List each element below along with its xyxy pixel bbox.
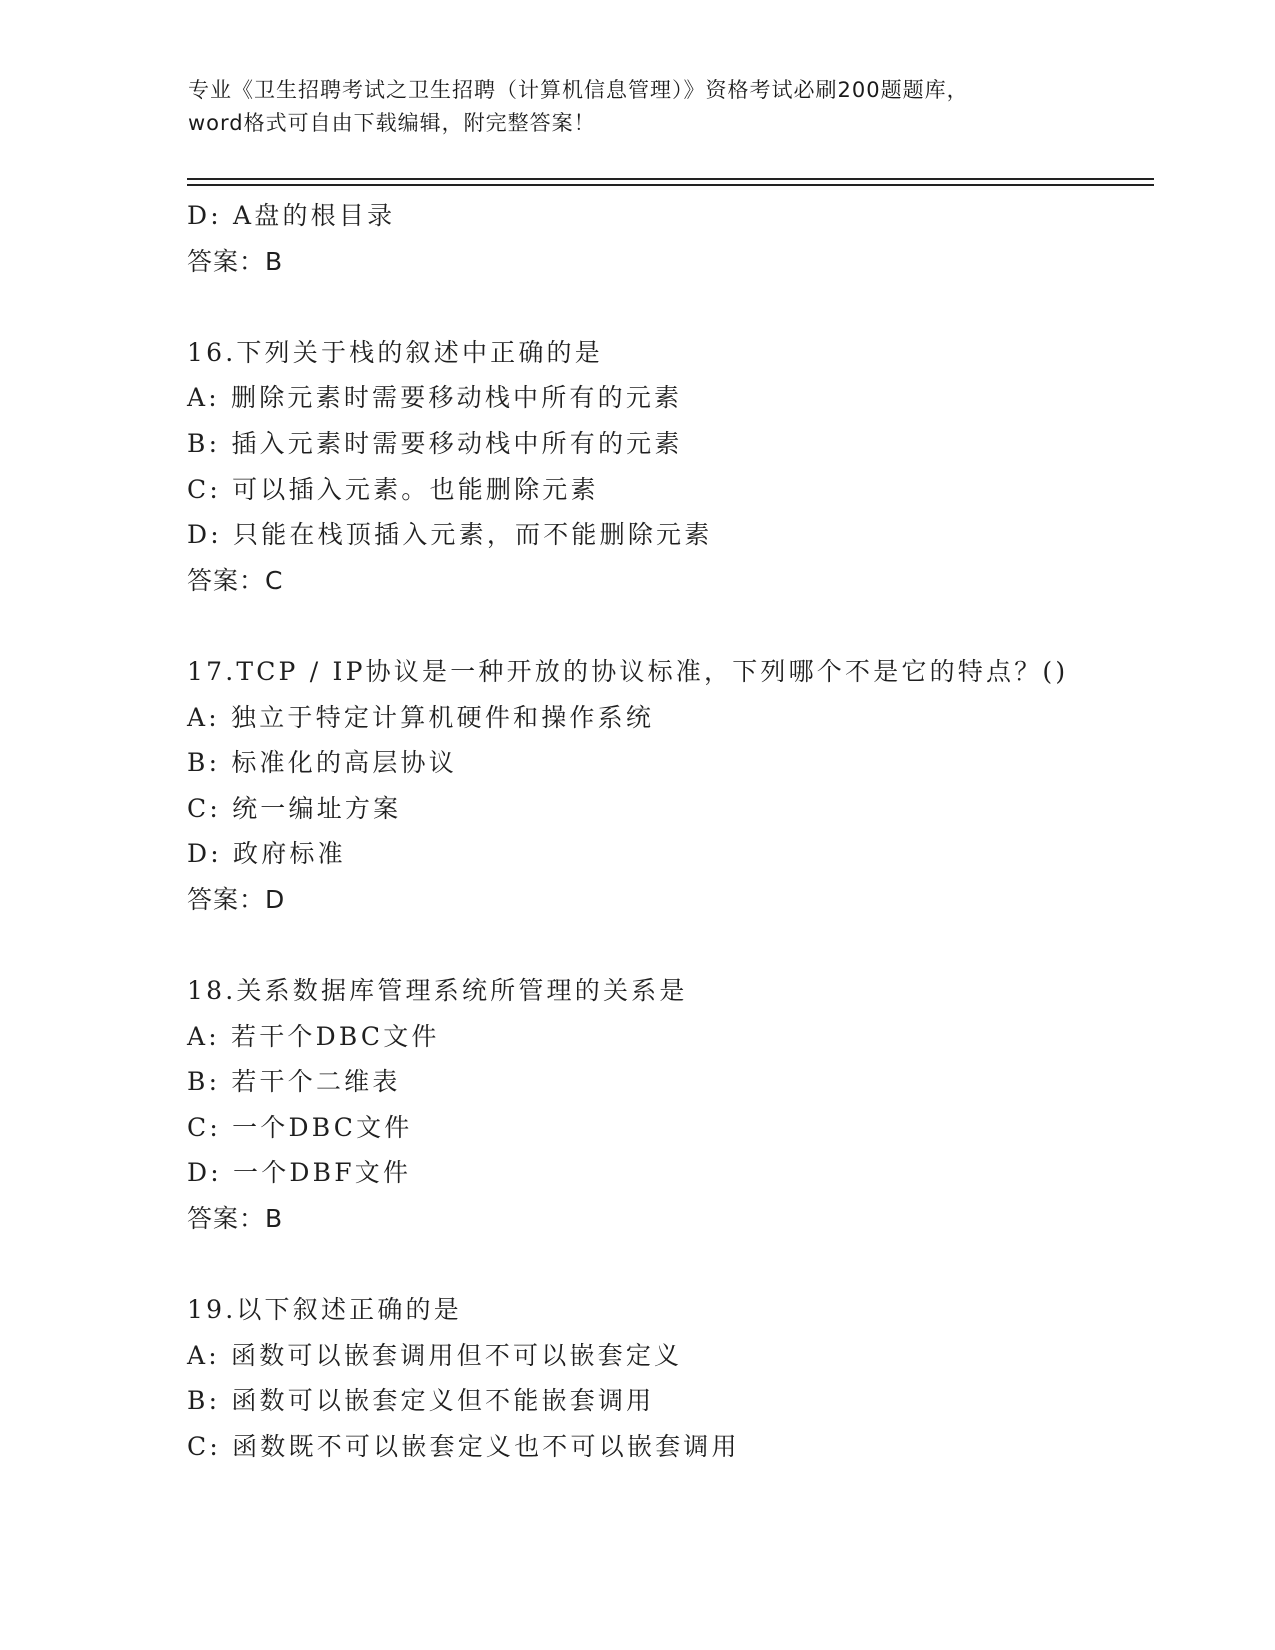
option-d: D: 政府标准 bbox=[187, 839, 346, 869]
answer-line: 答案：B bbox=[187, 1204, 284, 1234]
document-header bbox=[188, 74, 1068, 140]
question-block-19 bbox=[187, 1287, 1147, 1469]
block-spacer bbox=[187, 284, 1147, 330]
option-a: A: 独立于特定计算机硬件和操作系统 bbox=[187, 702, 655, 732]
option-c: C: 函数既不可以嵌套定义也不可以嵌套调用 bbox=[187, 1432, 740, 1462]
header-title-line-1: 专业《卫生招聘考试之卫生招聘（计算机信息管理）》资格考试必刷200题题库， bbox=[188, 78, 969, 102]
option-b: B: 函数可以嵌套定义但不能嵌套调用 bbox=[187, 1386, 655, 1416]
question-block-15 bbox=[187, 193, 1147, 284]
block-spacer bbox=[187, 1242, 1147, 1288]
question-text: 17.TCP / IP协议是一种开放的协议标准，下列哪个不是它的特点？() bbox=[187, 656, 1069, 686]
block-spacer bbox=[187, 923, 1147, 969]
answer-line: 答案：C bbox=[187, 565, 284, 595]
option-a: A: 函数可以嵌套调用但不可以嵌套定义 bbox=[187, 1340, 683, 1370]
question-block-16 bbox=[187, 330, 1147, 604]
option-c: C: 统一编址方案 bbox=[187, 793, 402, 823]
header-divider-top bbox=[187, 178, 1154, 180]
answer-line: 答案：B bbox=[187, 246, 284, 276]
question-text: 19.以下叙述正确的是 bbox=[187, 1295, 462, 1325]
option-c: C: 可以插入元素。也能删除元素 bbox=[187, 474, 599, 504]
option-d: D: 只能在栈顶插入元素，而不能删除元素 bbox=[187, 520, 713, 550]
option-d: D: A盘的根目录 bbox=[187, 201, 396, 230]
question-text: 18.关系数据库管理系统所管理的关系是 bbox=[187, 976, 688, 1006]
question-block-17 bbox=[187, 649, 1147, 923]
block-spacer bbox=[187, 603, 1147, 649]
option-b: B: 标准化的高层协议 bbox=[187, 748, 457, 778]
header-divider-bottom bbox=[187, 184, 1154, 186]
option-d: D: 一个DBF文件 bbox=[187, 1158, 412, 1188]
question-block-18 bbox=[187, 968, 1147, 1242]
option-b: B: 若干个二维表 bbox=[187, 1067, 401, 1097]
answer-line: 答案：D bbox=[187, 884, 286, 914]
header-title-line-2: word格式可自由下载编辑，附完整答案！ bbox=[188, 111, 596, 135]
option-a: A: 若干个DBC文件 bbox=[187, 1021, 440, 1051]
option-b: B: 插入元素时需要移动栈中所有的元素 bbox=[187, 428, 683, 458]
question-list bbox=[187, 193, 1147, 1470]
option-a: A: 删除元素时需要移动栈中所有的元素 bbox=[187, 383, 683, 413]
option-c: C: 一个DBC文件 bbox=[187, 1112, 413, 1142]
question-text: 16.下列关于栈的叙述中正确的是 bbox=[187, 337, 603, 367]
